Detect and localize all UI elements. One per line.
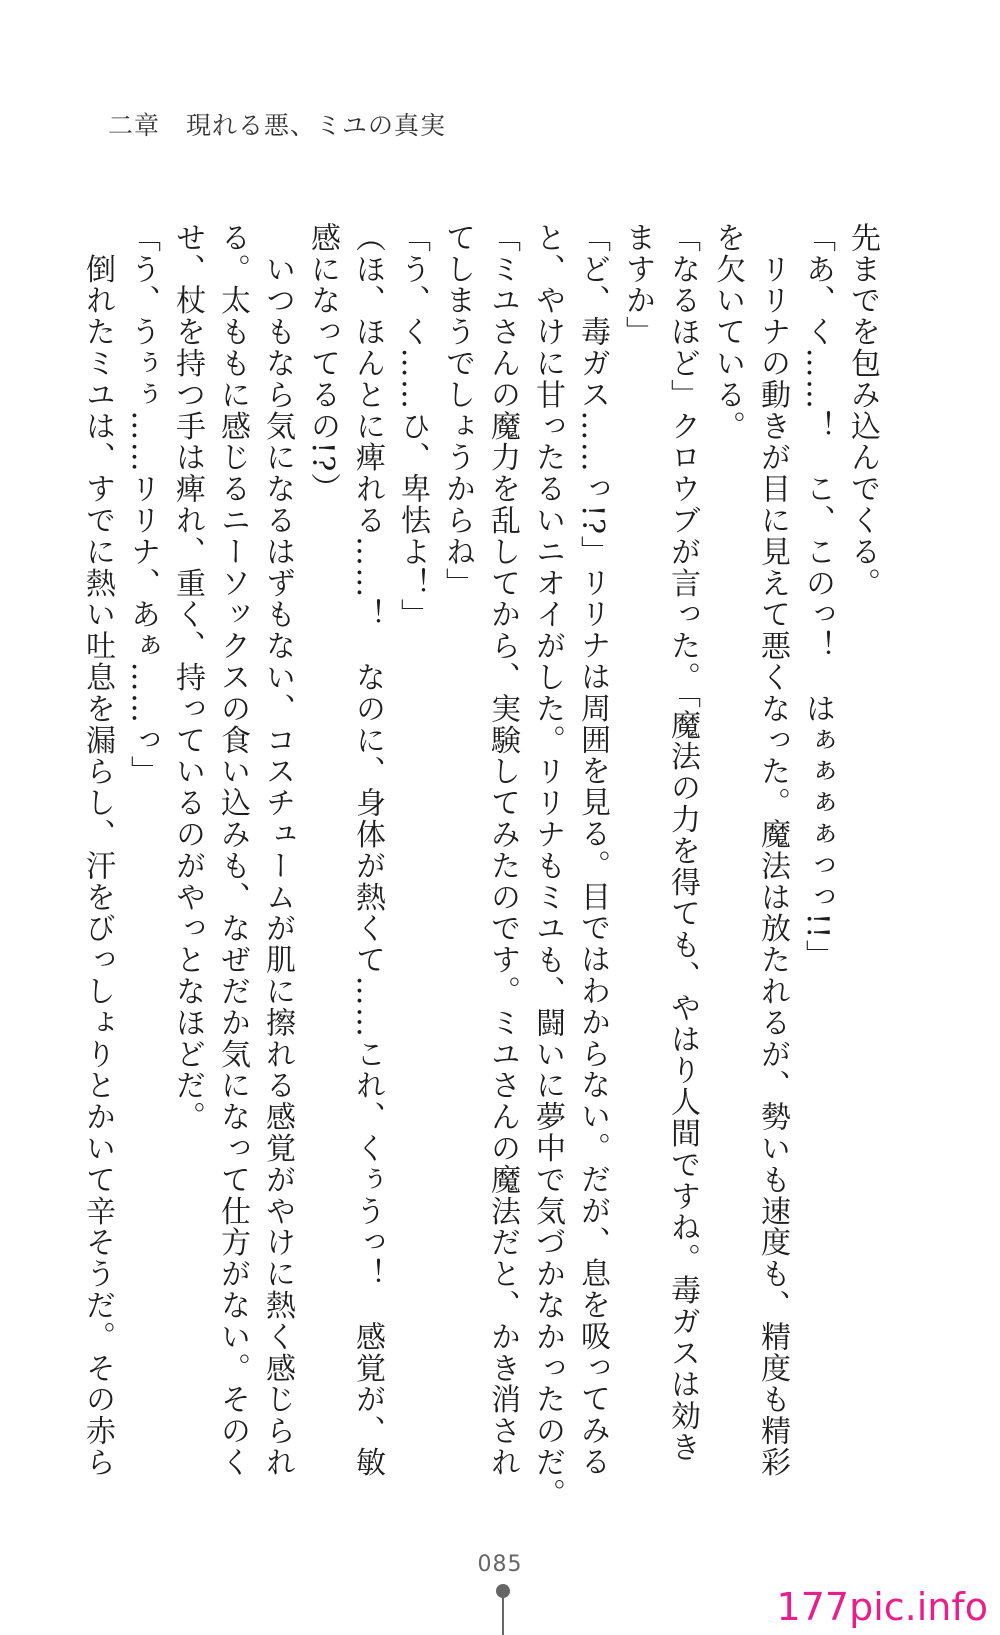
text-line: （ほ、ほんとに痺れる……！ なのに、身体が熱くて……これ、くぅうっ！ 感覚が、敏 <box>350 222 385 1478</box>
text-line: 感になってるの!?） <box>305 222 340 505</box>
text-line: ますか」 <box>620 222 655 348</box>
text-line: と、やけに甘ったるいニオイがした。リリナもミユも、闘いに夢中で気づかなかったのだ。 <box>530 222 565 1510</box>
text-line: 「ミユさんの魔力を乱してから、実験してみたのです。ミユさんの魔法だと、かき消され <box>485 222 520 1478</box>
text-line: 倒れたミユは、すでに熱い吐息を漏らし、汗をびっしょりとかいて辛そうだ。その赤ら <box>80 222 115 1478</box>
text-line: 「う、うぅぅ……リリナ、あぁ……っ」 <box>125 222 160 788</box>
text-line: 先までを包み込んでくる。 <box>845 222 880 599</box>
text-line: いつもなら気になるはずもない、コスチュームが肌に擦れる感覚がやけに熱く感じられ <box>260 222 295 1478</box>
text-line: を欠いている。 <box>710 222 745 442</box>
page-marker-dot <box>496 1584 510 1598</box>
text-line: 「う、く……ひ、卑怯よ！」 <box>395 222 430 631</box>
text-line: 「ど、毒ガス……っ!?」リリナは周囲を見る。目ではわからない。だが、息を吸ってみる <box>575 222 610 1478</box>
body-text <box>80 222 885 1510</box>
page-number: 085 <box>477 1552 523 1577</box>
watermark: 177pic.info <box>776 1585 988 1629</box>
running-head: 二章 現れる悪、ミユの真実 <box>108 111 447 140</box>
text-line: てしまうでしょうからね」 <box>440 222 475 599</box>
page-marker-line <box>502 1597 504 1635</box>
text-line: リリナの動きが目に見えて悪くなった。魔法は放たれるが、勢いも速度も、精度も精彩 <box>755 222 790 1478</box>
text-line: せ、杖を持つ手は痺れ、重く、持っているのがやっとなほどだ。 <box>170 222 205 1133</box>
text-line: る。太ももに感じるニーソックスの食い込みも、なぜだか気になって仕方がない。そのく <box>215 222 250 1478</box>
text-line: 「あ、く……！ こ、このっ！ はぁぁぁぁっっ!!」 <box>800 222 835 972</box>
text-line: 「なるほど」クロウブが言った。「魔法の力を得ても、やはり人間ですね。毒ガスは効き <box>665 222 700 1463</box>
